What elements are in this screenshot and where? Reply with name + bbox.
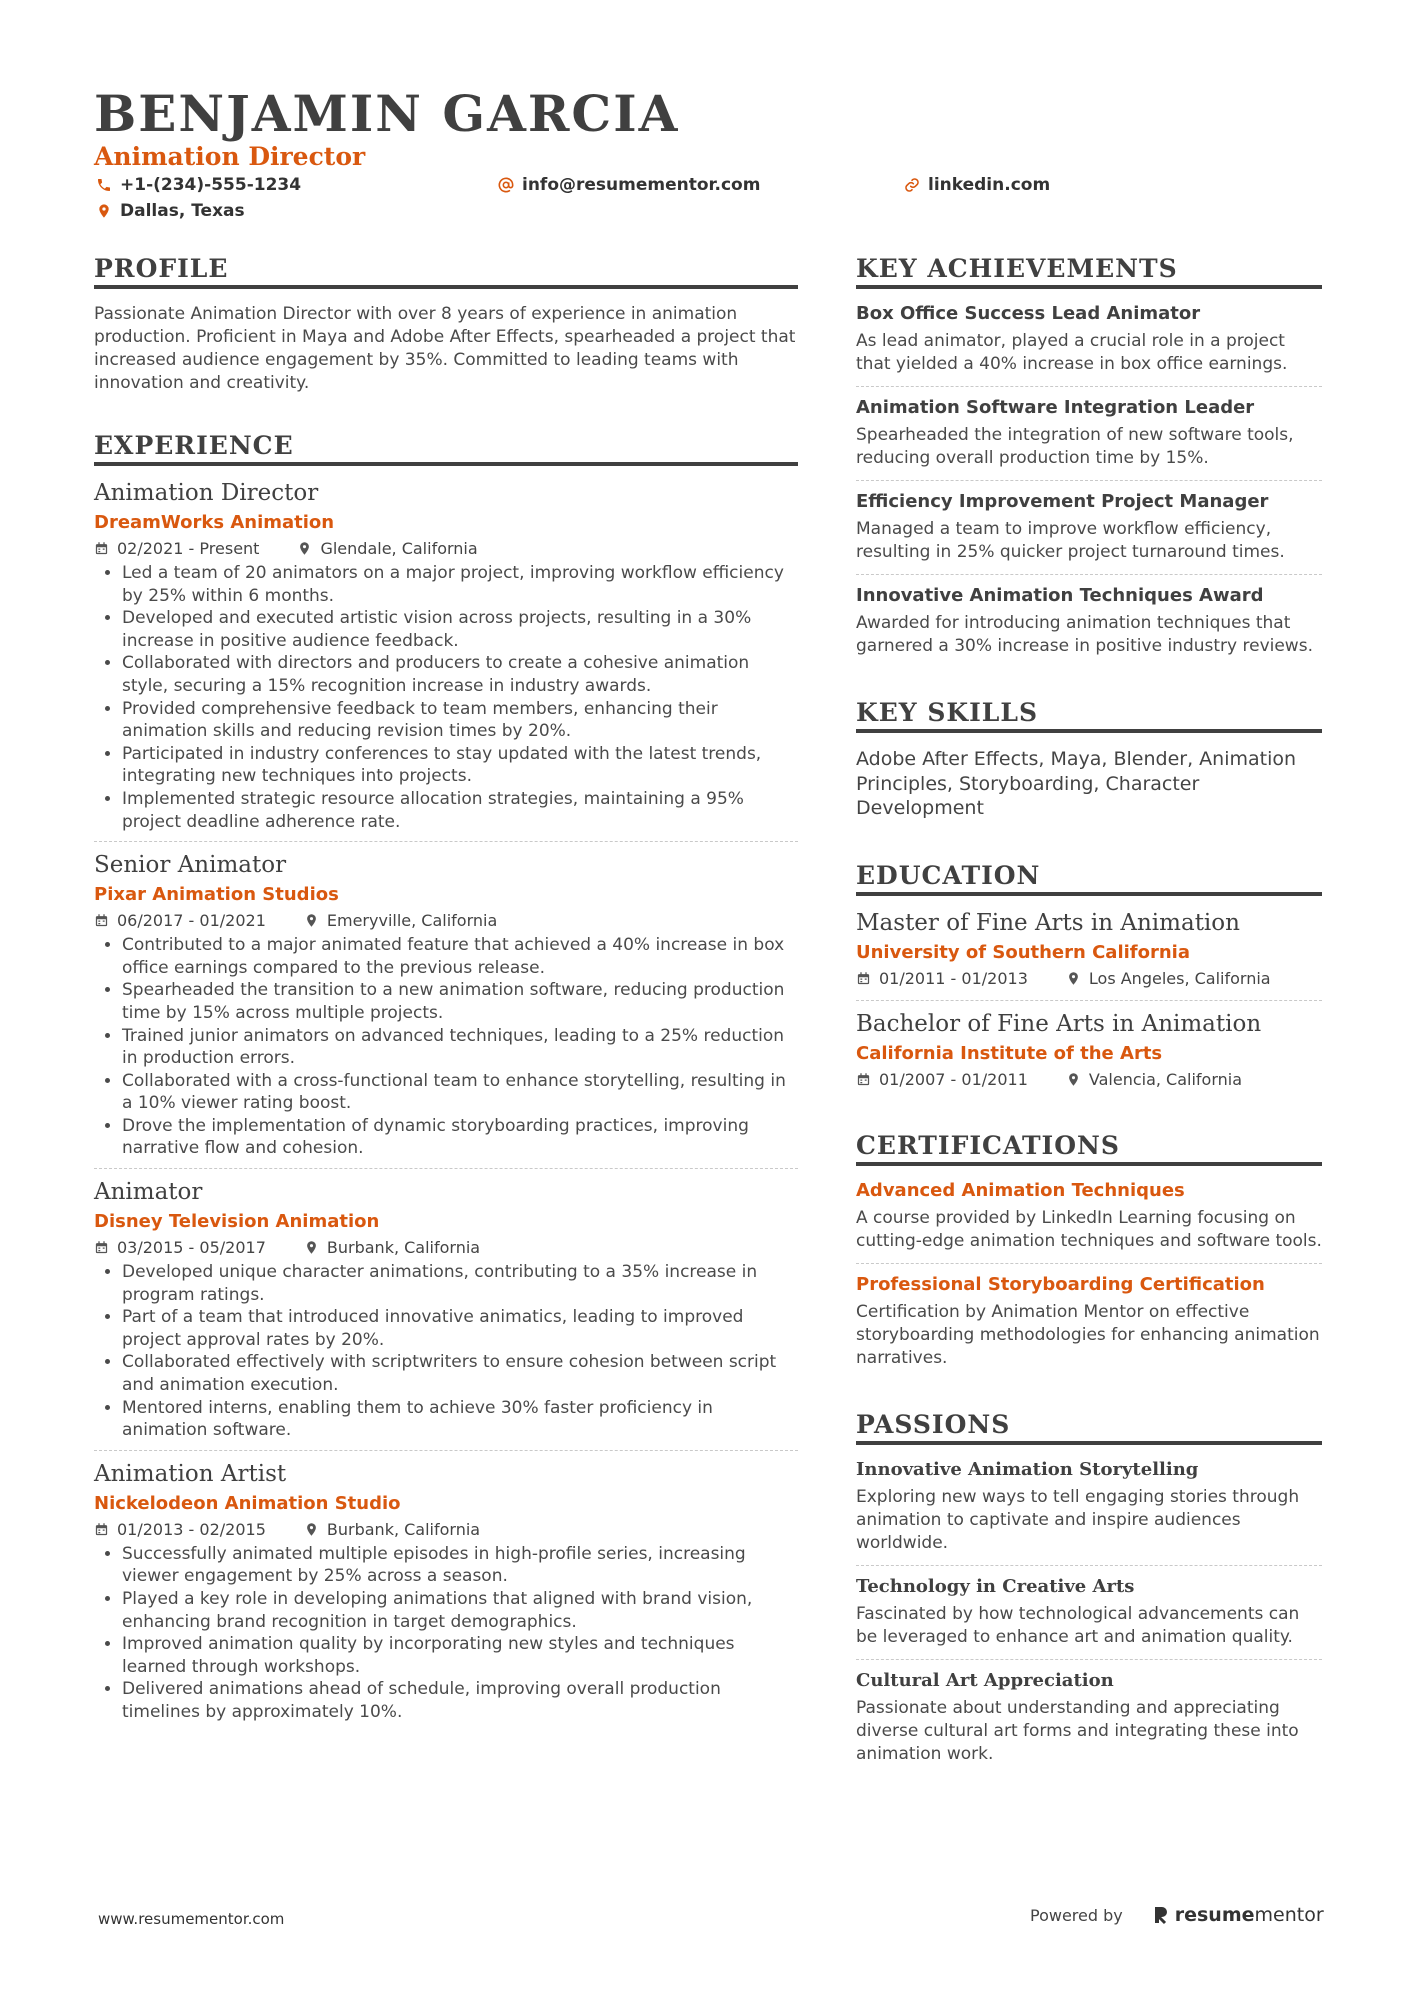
location-pin-icon xyxy=(304,913,319,928)
job-entry xyxy=(94,480,798,842)
job-entry xyxy=(94,1461,798,1732)
achievement-text: As lead animator, played a crucial role in a project that yielded a 40% increase in box office earnings. xyxy=(856,331,1288,374)
job-entry xyxy=(94,852,798,1169)
brand-light: mentor xyxy=(1254,1904,1324,1926)
job-entry xyxy=(94,1179,798,1451)
profile-heading: PROFILE xyxy=(94,254,798,289)
bullet: • Contributed to a major animated feature that achieved a 40% increase in box office earnings compared to the previous release. xyxy=(122,934,798,979)
right-column xyxy=(856,254,1322,1786)
education-meta xyxy=(856,1070,1322,1089)
powered-by-label: Powered by xyxy=(1030,1905,1123,1925)
job-bullets xyxy=(94,1543,798,1724)
education-section xyxy=(856,861,1322,1101)
certification-text: A course provided by LinkedIn Learning focusing on cutting-edge animation techniques and software tools. xyxy=(856,1207,1322,1251)
passion-text: Passionate about understanding and appreciating diverse cultural art forms and integrating these into animation work. xyxy=(856,1697,1299,1764)
job-location: Glendale, California xyxy=(320,539,478,558)
achievement-item xyxy=(856,397,1322,481)
phone-text: +1-(234)-555-1234 xyxy=(120,175,302,195)
achievement-text: Awarded for introducing animation techniques that garnered a 30% increase in positive industry reviews. xyxy=(856,613,1313,656)
calendar-icon xyxy=(856,971,871,986)
achievement-title: Innovative Animation Techniques Award xyxy=(856,585,1264,606)
achievements-section xyxy=(856,254,1322,668)
calendar-icon xyxy=(94,1240,109,1255)
calendar-icon xyxy=(94,541,109,556)
job-bullets xyxy=(94,1261,798,1442)
job-company: Disney Television Animation xyxy=(94,1211,380,1233)
location-pin-icon xyxy=(1066,1072,1081,1087)
contact-email[interactable] xyxy=(498,175,760,195)
at-icon xyxy=(498,177,514,193)
job-location: Emeryville, California xyxy=(326,911,498,931)
job-title: Animator xyxy=(94,1179,203,1206)
experience-heading: EXPERIENCE xyxy=(94,431,798,466)
job-bullets xyxy=(94,562,798,833)
achievements-heading: KEY ACHIEVEMENTS xyxy=(856,254,1322,289)
job-meta xyxy=(94,1520,798,1539)
education-location: Los Angeles, California xyxy=(1088,968,1271,988)
job-dates: 06/2017 - 01/2021 xyxy=(117,911,266,931)
skills-heading: KEY SKILLS xyxy=(856,698,1322,733)
degree: Master of Fine Arts in Animation xyxy=(856,909,1240,936)
linkedin-text: linkedin.com xyxy=(928,175,1051,195)
school: University of Southern California xyxy=(856,941,1191,963)
bullet: • Improved animation quality by incorporating new styles and techniques learned through workshops. xyxy=(122,1633,798,1678)
achievement-item xyxy=(856,585,1322,668)
brand-logo[interactable] xyxy=(1153,1904,1324,1926)
achievement-item xyxy=(856,491,1322,575)
email-text: info@resumementor.com xyxy=(522,175,761,195)
certification-item xyxy=(856,1274,1322,1380)
certification-item xyxy=(856,1180,1322,1264)
location-pin-icon xyxy=(297,541,312,556)
education-item xyxy=(856,910,1322,1001)
job-bullets xyxy=(94,934,798,1160)
job-dates: 03/2015 - 05/2017 xyxy=(117,1238,266,1258)
calendar-icon xyxy=(856,1072,871,1087)
bullet: • Collaborated with directors and producers to create a cohesive animation style, securing a 15% recognition increase in industry awards. xyxy=(122,652,798,697)
passion-title: Technology in Creative Arts xyxy=(856,1575,1135,1597)
passions-section xyxy=(856,1410,1322,1776)
location-pin-icon xyxy=(304,1522,319,1537)
bullet: • Provided comprehensive feedback to team members, enhancing their animation skills and reducing revision times by 20%. xyxy=(122,698,798,743)
bullet: • Part of a team that introduced innovative animatics, leading to improved project approval rates by 20%. xyxy=(122,1306,798,1351)
job-location: Burbank, California xyxy=(326,1519,481,1539)
left-column xyxy=(94,254,798,1742)
skills-section xyxy=(856,698,1322,821)
school: California Institute of the Arts xyxy=(856,1042,1163,1064)
resumementor-logo-icon xyxy=(1153,1905,1169,1925)
job-company: DreamWorks Animation xyxy=(94,512,335,533)
bullet: • Implemented strategic resource allocation strategies, maintaining a 95% project deadline adherence rate. xyxy=(122,788,798,833)
job-meta xyxy=(94,1238,798,1257)
bullet: • Led a team of 20 animators on a major project, improving workflow efficiency by 25% within 6 months. xyxy=(122,562,798,607)
location-pin-icon xyxy=(96,203,112,219)
profile-text: Passionate Animation Director with over 8 years of experience in animation production. Proficient in Maya and Adobe After Effects, spearheaded a project that increased audience engagement by 35%. Committed to leading teams with innovation and creativity. xyxy=(94,304,796,393)
profile-section xyxy=(94,254,798,395)
passion-item xyxy=(856,1459,1322,1566)
footer-website[interactable]: www.resumementor.com xyxy=(98,1910,285,1928)
location-text: Dallas, Texas xyxy=(120,201,245,221)
education-dates: 01/2007 - 01/2011 xyxy=(879,1069,1028,1089)
location-pin-icon xyxy=(304,1240,319,1255)
candidate-name: BENJAMIN GARCIA xyxy=(94,84,680,143)
passion-text: Fascinated by how technological advancements can be leveraged to enhance art and animation quality. xyxy=(856,1603,1300,1647)
bullet: • Developed unique character animations, contributing to a 35% increase in program ratings. xyxy=(122,1261,798,1306)
achievement-item xyxy=(856,303,1322,387)
certification-title: Advanced Animation Techniques xyxy=(856,1179,1185,1201)
bullet: • Collaborated with a cross-functional team to enhance storytelling, resulting in a 10% viewer rating boost. xyxy=(122,1070,798,1115)
passion-item xyxy=(856,1670,1322,1776)
experience-section xyxy=(94,431,798,1732)
certification-text: Certification by Animation Mentor on effective storyboarding methodologies for enhancing animation narratives. xyxy=(856,1301,1320,1368)
degree: Bachelor of Fine Arts in Animation xyxy=(856,1010,1262,1037)
location-pin-icon xyxy=(1066,971,1081,986)
achievement-text: Managed a team to improve workflow efficiency, resulting in 25% quicker project turnaround times. xyxy=(856,519,1285,562)
contact-linkedin[interactable] xyxy=(904,175,1050,195)
calendar-icon xyxy=(94,1522,109,1537)
passion-title: Cultural Art Appreciation xyxy=(856,1669,1114,1691)
achievement-title: Animation Software Integration Leader xyxy=(856,397,1255,418)
certifications-section xyxy=(856,1131,1322,1380)
footer-powered xyxy=(1030,1904,1324,1926)
brand-bold: resume xyxy=(1174,1904,1255,1926)
candidate-title: Animation Director xyxy=(94,142,366,171)
achievement-title: Box Office Success Lead Animator xyxy=(856,303,1201,324)
bullet: • Collaborated effectively with scriptwriters to ensure cohesion between script and animation execution. xyxy=(122,1351,798,1396)
achievement-title: Efficiency Improvement Project Manager xyxy=(856,491,1269,512)
job-meta xyxy=(94,539,798,558)
skills-text: Adobe After Effects, Maya, Blender, Animation Principles, Storyboarding, Character Development xyxy=(856,748,1297,819)
bullet: • Delivered animations ahead of schedule, improving overall production timelines by approximately 10%. xyxy=(122,1678,798,1723)
education-dates: 01/2011 - 01/2013 xyxy=(879,968,1028,988)
job-dates: 01/2013 - 02/2015 xyxy=(117,1519,266,1539)
contact-location xyxy=(96,201,245,221)
passion-text: Exploring new ways to tell engaging stories through animation to captivate and inspire audiences worldwide. xyxy=(856,1486,1300,1553)
job-title: Animation Director xyxy=(94,480,319,506)
certifications-heading: CERTIFICATIONS xyxy=(856,1131,1322,1166)
bullet: • Participated in industry conferences to stay updated with the latest trends, integrating new techniques into projects. xyxy=(122,743,798,788)
contact-phone[interactable] xyxy=(96,175,301,195)
job-title: Senior Animator xyxy=(94,852,287,879)
bullet: • Played a key role in developing animations that aligned with brand vision, enhancing brand recognition in target demographics. xyxy=(122,1588,798,1633)
bullet: • Spearheaded the transition to a new animation software, reducing production time by 15% across multiple projects. xyxy=(122,979,798,1024)
certification-title: Professional Storyboarding Certification xyxy=(856,1273,1265,1295)
education-meta xyxy=(856,969,1322,988)
bullet: • Successfully animated multiple episodes in high-profile series, increasing viewer engagement by 25% across a season. xyxy=(122,1543,798,1588)
achievement-text: Spearheaded the integration of new software tools, reducing overall production time by 15%. xyxy=(856,425,1294,468)
bullet: • Developed and executed artistic vision across projects, resulting in a 30% increase in positive audience feedback. xyxy=(122,607,798,652)
link-icon xyxy=(904,177,920,193)
education-location: Valencia, California xyxy=(1088,1069,1243,1089)
passion-item xyxy=(856,1576,1322,1660)
education-heading: EDUCATION xyxy=(856,861,1322,896)
education-item xyxy=(856,1011,1322,1101)
bullet: • Trained junior animators on advanced techniques, leading to a 25% reduction in production errors. xyxy=(122,1025,798,1070)
passions-heading: PASSIONS xyxy=(856,1410,1322,1445)
bullet: • Mentored interns, enabling them to achieve 30% faster proficiency in animation software. xyxy=(122,1397,798,1442)
phone-icon xyxy=(96,177,112,193)
calendar-icon xyxy=(94,913,109,928)
passion-title: Innovative Animation Storytelling xyxy=(856,1458,1199,1480)
bullet: • Drove the implementation of dynamic storyboarding practices, improving narrative flow and cohesion. xyxy=(122,1115,798,1160)
job-location: Burbank, California xyxy=(326,1238,481,1258)
job-dates: 02/2021 - Present xyxy=(117,539,260,558)
job-meta xyxy=(94,911,798,930)
job-company: Nickelodeon Animation Studio xyxy=(94,1492,401,1514)
job-title: Animation Artist xyxy=(94,1460,287,1487)
job-company: Pixar Animation Studios xyxy=(94,884,339,906)
